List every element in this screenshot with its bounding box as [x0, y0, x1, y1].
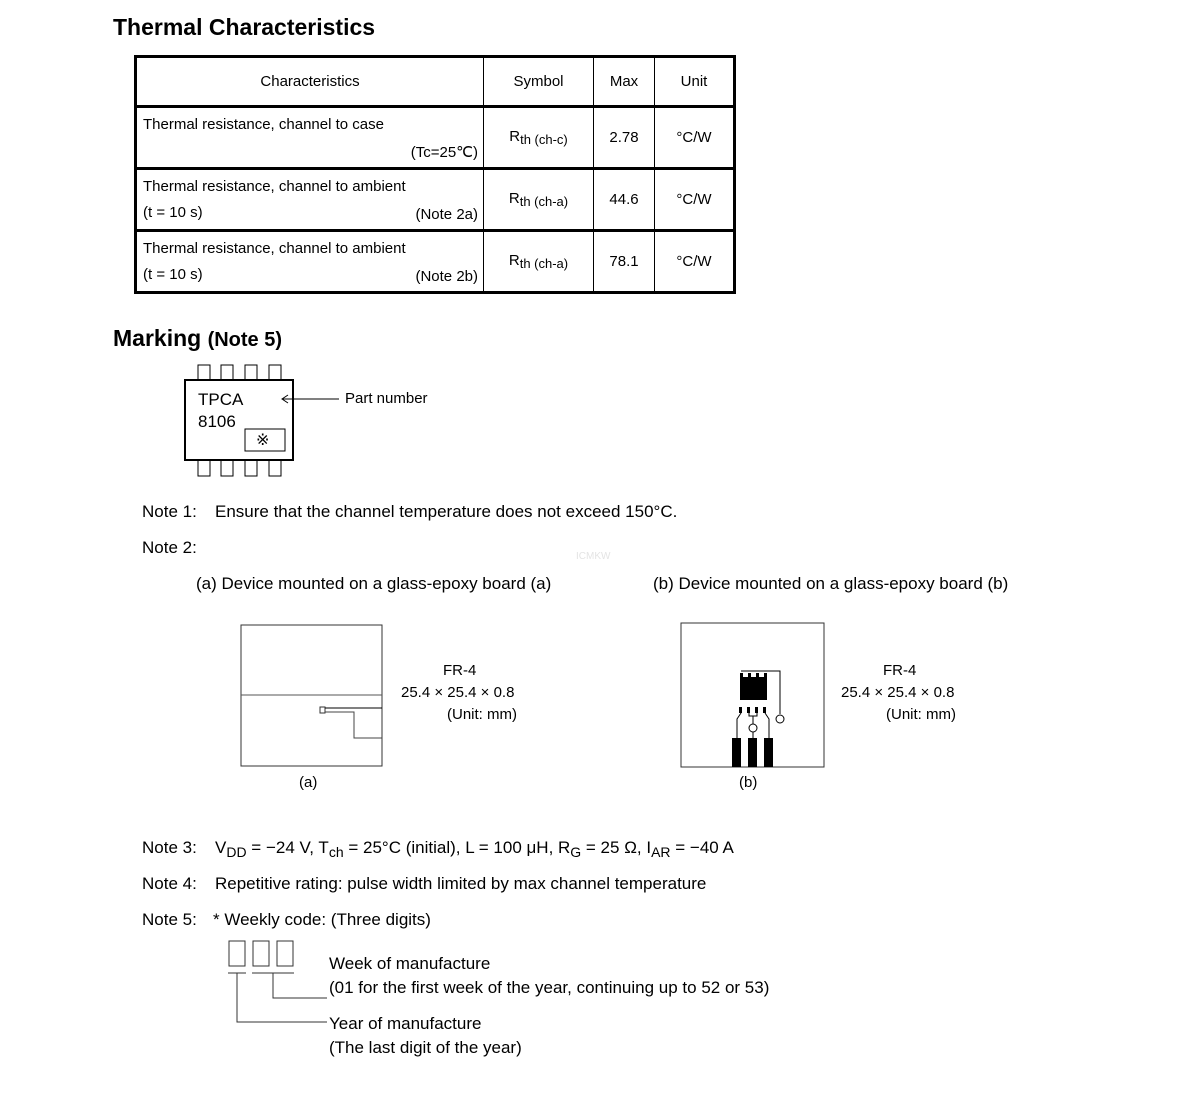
part-number-label: Part number [345, 390, 428, 407]
symbol-main: R [508, 252, 520, 269]
condition-text: (Tc=25℃) [410, 144, 478, 161]
note5-text: * Weekly code: (Three digits) [213, 910, 431, 929]
board-a-material: FR-4 [443, 662, 477, 679]
board-b-size: 25.4 × 25.4 × 0.8 [841, 684, 955, 701]
note3-i-sub: AR [651, 844, 671, 860]
board-b-caption: (b) [739, 774, 758, 791]
symbol-main: R [508, 190, 520, 207]
week-label: Week of manufacture [329, 954, 491, 973]
note-ref-text: (Note 2a) [415, 206, 478, 223]
note3-r-sub: G [570, 844, 582, 860]
note3-v-sub: DD [226, 844, 247, 860]
symbol-sub: th (ch-c) [520, 132, 568, 147]
note-ref-text: (Note 2b) [415, 268, 478, 285]
duration-text: (t = 10 s) [143, 204, 203, 221]
note2-label: Note 2: [142, 538, 197, 557]
unit-cell: °C/W [655, 107, 735, 169]
symbol-main: R [509, 128, 521, 145]
code-digit-boxes [229, 941, 293, 966]
max-cell: 78.1 [594, 231, 655, 293]
unit-cell: °C/W [655, 231, 735, 293]
note4-label: Note 4: [142, 874, 197, 893]
symbol-sub: th (ch-a) [519, 256, 569, 271]
max-cell: 44.6 [594, 169, 655, 231]
symbol-sub: th (ch-a) [519, 194, 569, 209]
note1-label: Note 1: [142, 502, 197, 521]
watermark: ICMKW [576, 551, 611, 562]
marking-title-text: Marking [113, 325, 202, 351]
characteristic-text: Thermal resistance, channel to case [143, 116, 384, 133]
header-unit: Unit [655, 57, 735, 107]
year-description: (The last digit of the year) [329, 1038, 522, 1057]
year-label: Year of manufacture [329, 1014, 482, 1033]
note5-label: Note 5: [142, 910, 197, 929]
board-b-unit: (Unit: mm) [886, 706, 956, 723]
code-leader-lines [228, 973, 327, 1022]
characteristic-text: Thermal resistance, channel to ambient [143, 178, 406, 195]
reference-mark-icon: ※ [256, 432, 270, 449]
chip-line1: TPCA [198, 390, 244, 409]
note3-r-val: = 25 Ω, I [581, 838, 652, 857]
note4-text: Repetitive rating: pulse width limited by max channel temperature [215, 874, 707, 893]
note3-label: Note 3: [142, 838, 197, 857]
marking-title-note: (Note 5) [207, 329, 283, 351]
note3-t-val: = 25°C (initial), L = 100 μH, R [343, 838, 571, 857]
board-a-caption: (a) [299, 774, 318, 791]
thermal-title: Thermal Characteristics [113, 14, 376, 40]
duration-text: (t = 10 s) [143, 266, 203, 283]
note2b-title: (b) Device mounted on a glass-epoxy board (b) [653, 574, 1009, 593]
week-description: (01 for the first week of the year, continuing up to 52 or 53) [329, 978, 770, 997]
board-a-size: 25.4 × 25.4 × 0.8 [401, 684, 515, 701]
board-b-material: FR-4 [883, 662, 917, 679]
note3-t-sub: ch [328, 844, 344, 860]
note3-v: V [215, 838, 227, 857]
unit-cell: °C/W [655, 169, 735, 231]
characteristic-text: Thermal resistance, channel to ambient [143, 240, 406, 257]
header-characteristics: Characteristics [136, 57, 484, 107]
note3-v-val: = −24 V, T [246, 838, 329, 857]
header-symbol: Symbol [484, 57, 594, 107]
note2a-title: (a) Device mounted on a glass-epoxy board (a) [196, 574, 552, 593]
max-cell: 2.78 [594, 107, 655, 169]
note1-text: Ensure that the channel temperature does not exceed 150°C. [215, 502, 678, 521]
chip-line2: 8106 [198, 412, 236, 431]
note3-i-val: = −40 A [670, 838, 734, 857]
board-a-unit: (Unit: mm) [447, 706, 517, 723]
header-max: Max [594, 57, 655, 107]
